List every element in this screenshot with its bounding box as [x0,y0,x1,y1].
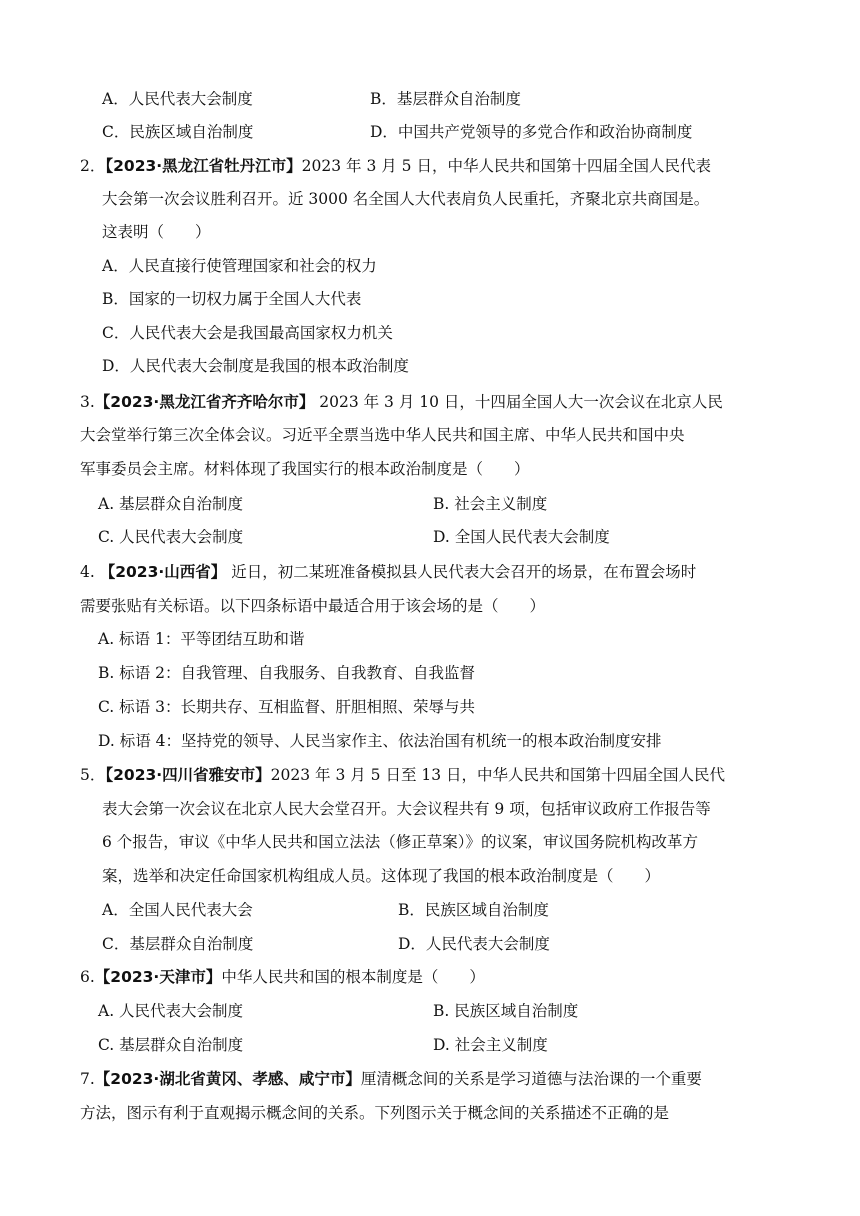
q2-text-1: 2023 年 3 月 5 日，中华人民共和国第十四届全国人民代表 [301,157,711,175]
q7-number: 7. [80,1070,95,1088]
q2-option-c: C．人民代表大会是我国最高国家权力机关 [102,324,393,342]
q2-stem-line-1 [80,156,711,176]
q7-source-tag: 【2023·湖北省黄冈、孝感、咸宁市】 [94,1070,361,1088]
q6-option-d: D. 社会主义制度 [433,1036,548,1054]
q4-option-d: D. 标语 4：坚持党的领导、人民当家作主、依法治国有机统一的根本政治制度安排 [98,732,662,750]
q6-source-tag: 【2023·天津市】 [94,968,222,986]
q2-option-a: A．人民直接行使管理国家和社会的权力 [102,257,377,275]
q5-stem-line-2: 表大会第一次会议在北京人民大会堂召开。大会议程共有 9 项，包括审议政府工作报告等 [102,800,711,818]
q3-option-d: D. 全国人民代表大会制度 [433,528,610,546]
q6-option-a: A. 人民代表大会制度 [98,1002,244,1020]
q5-number: 5． [80,766,106,784]
q1-option-b: B．基层群众自治制度 [370,90,521,108]
q2-stem-line-3: 这表明（ ） [102,223,211,241]
q4-text-1: 近日，初二某班准备模拟县人民代表大会召开的场景，在布置会场时 [226,563,697,581]
q3-stem-line-1 [80,392,723,412]
q2-source-tag: 【2023·黑龙江省牡丹江市】 [105,157,302,175]
q4-stem-line-1 [80,562,696,582]
q3-source-tag: 【2023·黑龙江省齐齐哈尔市】 [94,393,315,411]
q4-option-c: C. 标语 3：长期共存、互相监督、肝胆相照、荣辱与共 [98,698,475,716]
q5-text-1: 2023 年 3 月 5 日至 13 日，中华人民共和国第十四届全国人民代 [270,766,726,784]
q4-number: 4. [80,563,95,581]
q5-option-d: D．人民代表大会制度 [398,935,550,953]
q5-option-a: A．全国人民代表大会 [102,901,253,919]
q6-number: 6. [80,968,95,986]
q6-stem-line-1 [80,967,485,987]
q3-option-c: C. 人民代表大会制度 [98,528,244,546]
q4-option-b: B. 标语 2：自我管理、自我服务、自我教育、自我监督 [98,664,476,682]
q1-option-a: A．人民代表大会制度 [102,90,253,108]
q3-stem-line-2: 大会堂举行第三次全体会议。习近平全票当选中华人民共和国主席、中华人民共和国中央 [80,426,685,444]
q6-text-1: 中华人民共和国的根本制度是（ ） [221,968,485,986]
q7-stem-line-2: 方法，图示有利于直观揭示概念间的关系。下列图示关于概念间的关系描述不正确的是 [80,1104,670,1122]
q1-option-d: D．中国共产党领导的多党合作和政治协商制度 [370,123,693,141]
q5-stem-line-3: 6 个报告，审议《中华人民共和国立法法（修正草案）》的议案，审议国务院机构改革方 [102,833,699,851]
q3-number: 3. [80,393,95,411]
q2-option-b: B．国家的一切权力属于全国人大代表 [102,290,362,308]
q2-stem-line-2: 大会第一次会议胜利召开。近 3000 名全国人大代表肩负人民重托，齐聚北京共商国是。 [102,190,710,208]
q5-option-b: B．民族区域自治制度 [398,901,549,919]
q6-option-b: B. 民族区域自治制度 [433,1002,579,1020]
q3-text-1: 2023 年 3 月 10 日，十四届全国人大一次会议在北京人民 [314,393,723,411]
q7-stem-line-1 [80,1069,702,1089]
q6-option-c: C. 基层群众自治制度 [98,1036,244,1054]
q7-text-1: 厘清概念间的关系是学习道德与法治课的一个重要 [360,1070,702,1088]
q2-option-d: D．人民代表大会制度是我国的根本政治制度 [102,357,409,375]
q4-source-tag: 【2023·山西省】 [99,563,227,581]
q5-option-c: C．基层群众自治制度 [102,935,254,953]
q5-source-tag: 【2023·四川省雅安市】 [105,766,271,784]
q3-option-a: A. 基层群众自治制度 [98,495,244,513]
q5-stem-line-1 [80,765,725,785]
q5-stem-line-4: 案，选举和决定任命国家机构组成人员。这体现了我国的根本政治制度是（ ） [102,867,661,885]
q1-option-c: C．民族区域自治制度 [102,123,254,141]
q4-stem-line-2: 需要张贴有关标语。以下四条标语中最适合用于该会场的是（ ） [80,597,546,615]
q3-stem-line-3: 军事委员会主席。材料体现了我国实行的根本政治制度是（ ） [80,460,530,478]
q3-option-b: B. 社会主义制度 [433,495,548,513]
q2-number: 2． [80,157,106,175]
q4-option-a: A. 标语 1：平等团结互助和谐 [98,630,305,648]
